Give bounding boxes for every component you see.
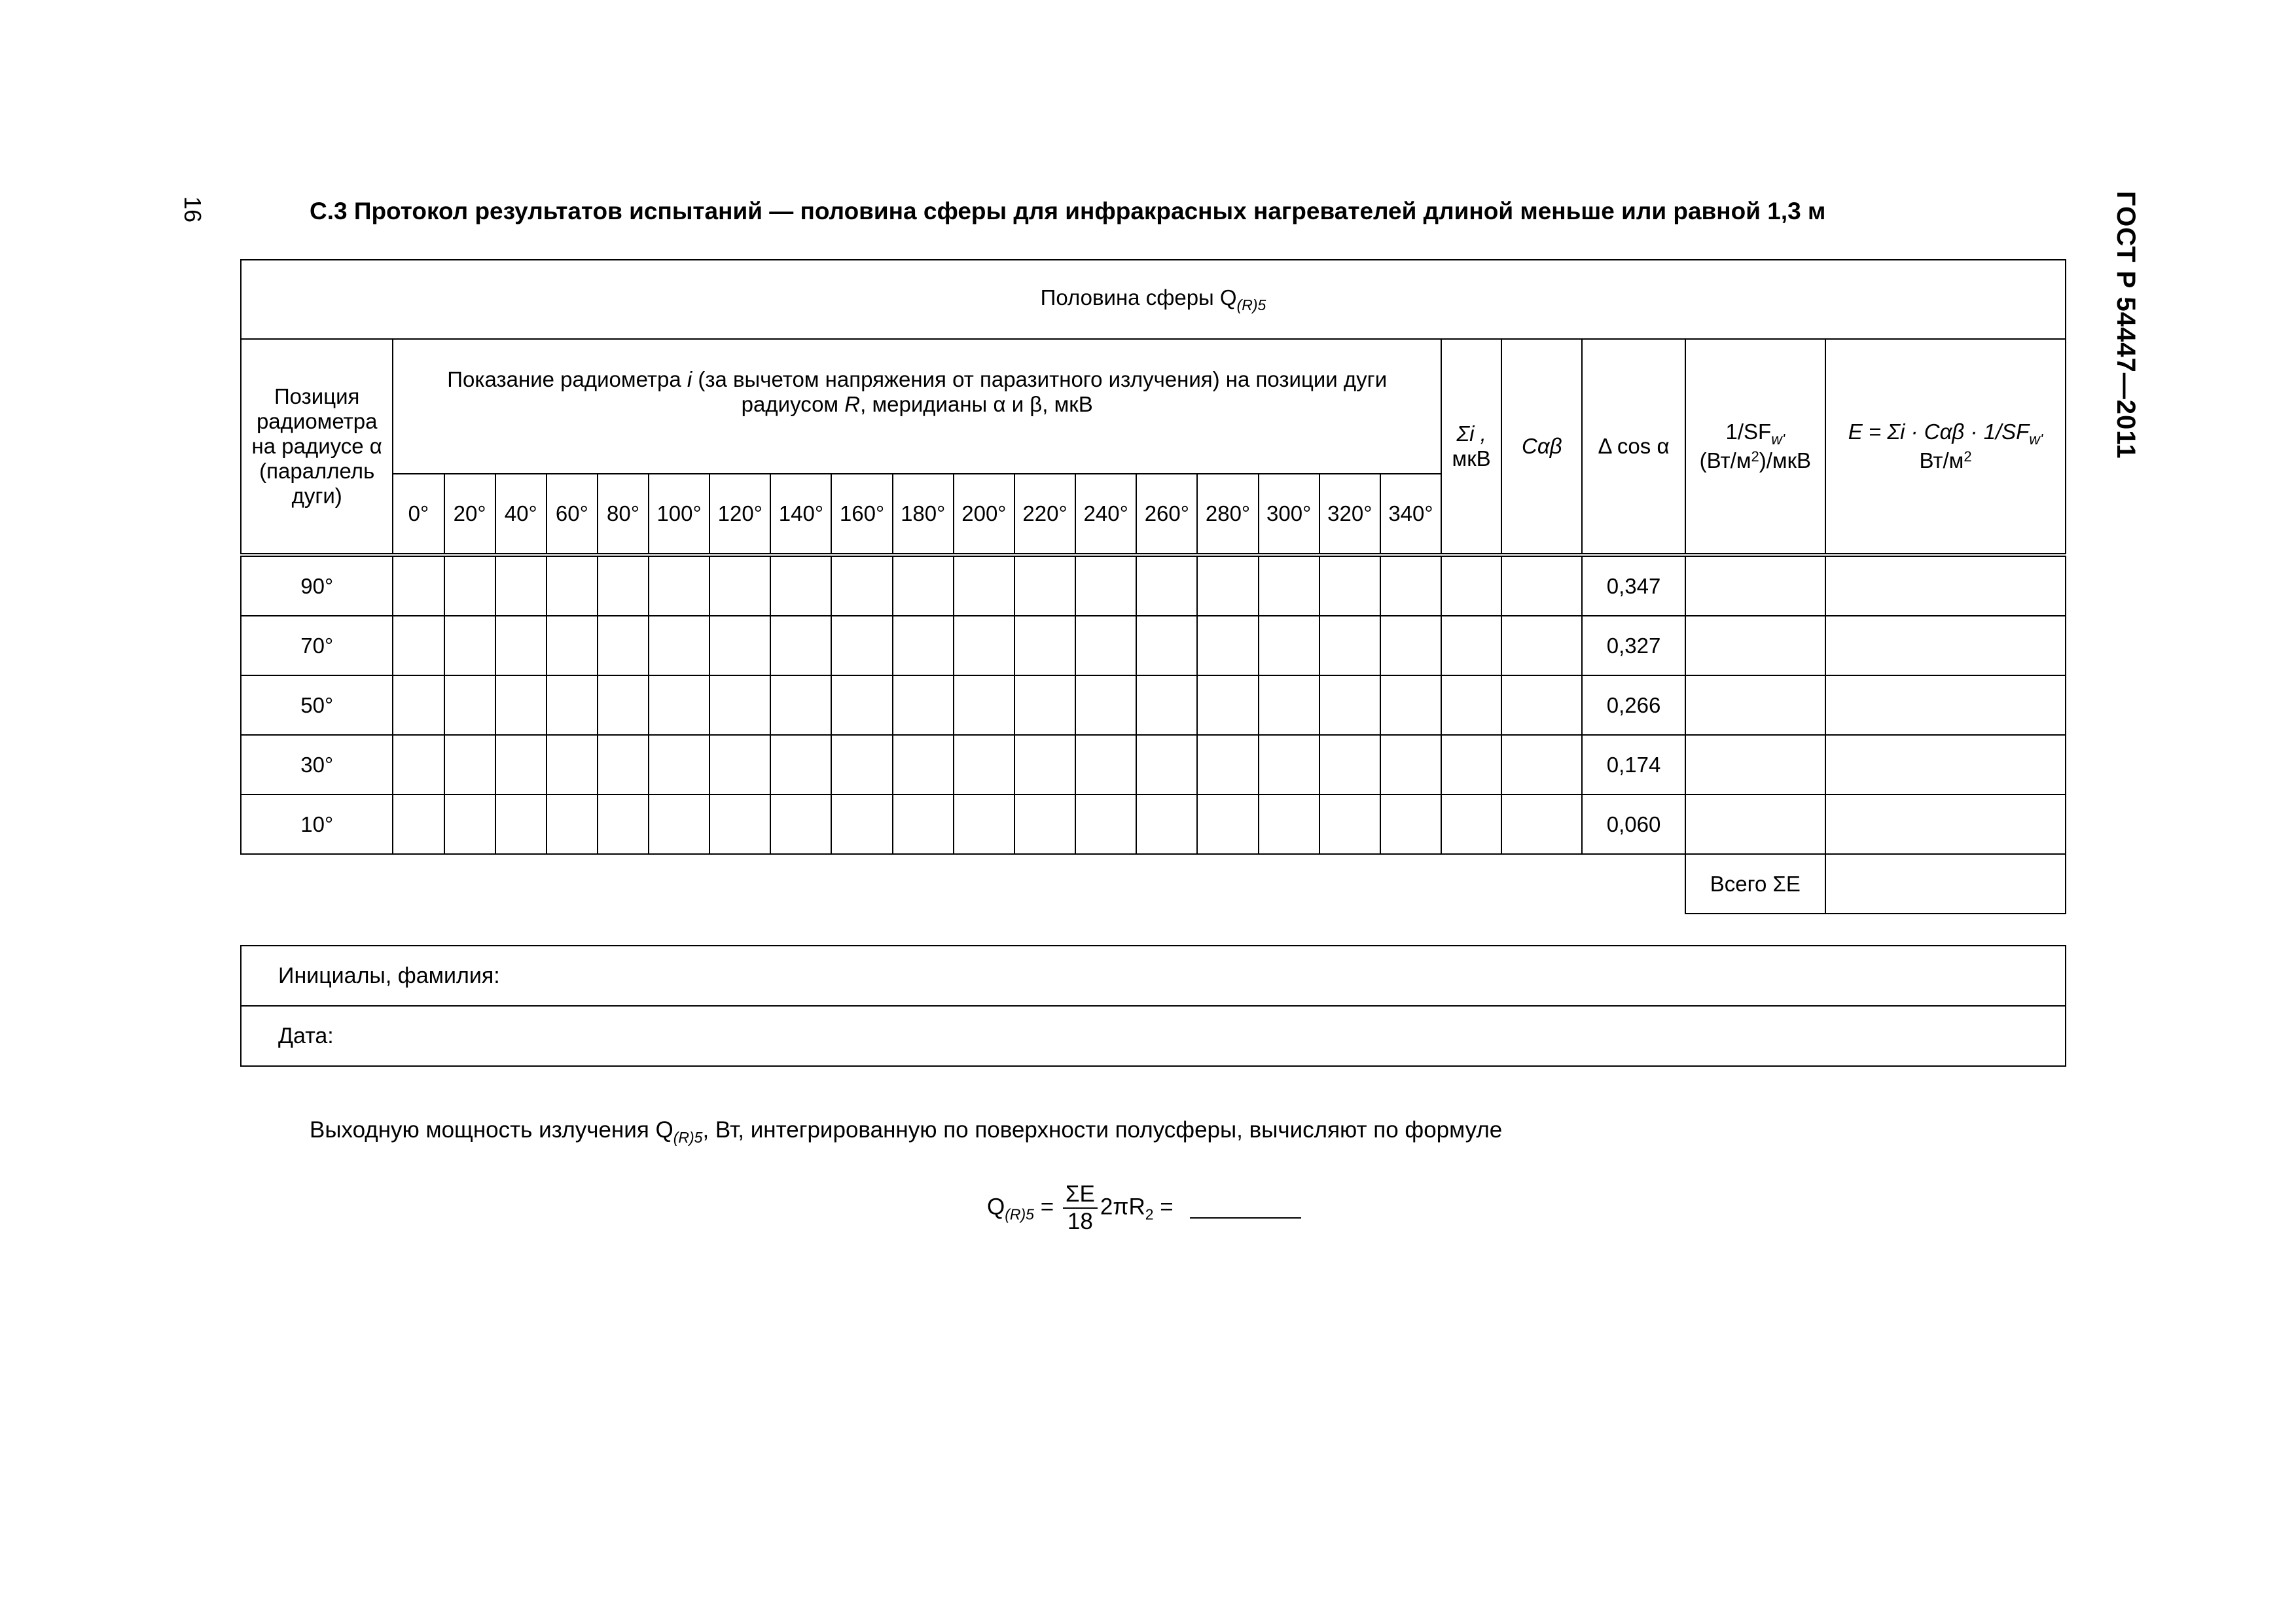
angle-header: 160° bbox=[831, 474, 892, 555]
empty-cell[interactable] bbox=[393, 675, 444, 735]
empty-cell[interactable] bbox=[893, 616, 954, 675]
empty-cell[interactable] bbox=[649, 555, 709, 616]
empty-cell[interactable] bbox=[547, 555, 598, 616]
date-field-label: Дата: bbox=[241, 1006, 2066, 1066]
empty-cell[interactable] bbox=[709, 555, 770, 616]
empty-cell[interactable] bbox=[1501, 616, 1582, 675]
empty-cell[interactable] bbox=[444, 675, 495, 735]
angle-header: 200° bbox=[954, 474, 1014, 555]
position-header: Позиция радиометра на радиусе α (параллель дуги) bbox=[241, 339, 393, 555]
empty-cell[interactable] bbox=[709, 794, 770, 854]
empty-cell[interactable] bbox=[495, 675, 547, 735]
empty-cell[interactable] bbox=[709, 675, 770, 735]
empty-cell[interactable] bbox=[598, 735, 649, 794]
section-title: С.3 Протокол результатов испытаний — половина сферы для инфракрасных нагревателей длиной меньше или равной 1,3 м bbox=[310, 198, 1826, 224]
empty-cell[interactable] bbox=[1441, 555, 1501, 616]
empty-cell[interactable] bbox=[831, 675, 892, 735]
angle-header: 100° bbox=[649, 474, 709, 555]
empty-cell[interactable] bbox=[444, 555, 495, 616]
empty-cell[interactable] bbox=[893, 735, 954, 794]
empty-cell[interactable] bbox=[770, 735, 831, 794]
empty-cell[interactable] bbox=[954, 555, 1014, 616]
empty-cell[interactable] bbox=[1380, 675, 1441, 735]
empty-cell[interactable] bbox=[1380, 555, 1441, 616]
empty-cell[interactable] bbox=[1259, 735, 1319, 794]
angle-header: 280° bbox=[1197, 474, 1258, 555]
empty-cell[interactable] bbox=[1136, 735, 1197, 794]
empty-cell[interactable] bbox=[547, 675, 598, 735]
position-cell: 90° bbox=[241, 555, 393, 616]
delta-cos-cell: 0,327 bbox=[1582, 616, 1685, 675]
empty-cell[interactable] bbox=[1197, 675, 1258, 735]
empty-cell[interactable] bbox=[1685, 794, 1825, 854]
angle-header: 300° bbox=[1259, 474, 1319, 555]
empty-cell[interactable] bbox=[444, 735, 495, 794]
empty-cell[interactable] bbox=[1685, 555, 1825, 616]
empty-cell[interactable] bbox=[1259, 675, 1319, 735]
empty-cell[interactable] bbox=[1441, 735, 1501, 794]
delta-cos-cell: 0,266 bbox=[1582, 675, 1685, 735]
empty-cell[interactable] bbox=[1259, 794, 1319, 854]
empty-cell[interactable] bbox=[1075, 675, 1136, 735]
empty-cell[interactable] bbox=[547, 735, 598, 794]
protocol-table bbox=[240, 259, 2066, 914]
signature-table bbox=[240, 945, 2066, 1067]
empty-cell[interactable] bbox=[393, 735, 444, 794]
table-row bbox=[241, 616, 2066, 675]
empty-cell[interactable] bbox=[495, 616, 547, 675]
formula-intro: Выходную мощность излучения $Q_{(R)5}$, Вт, интегрированную по поверхности полусферы, вычисляют по формуле bbox=[310, 1117, 1503, 1146]
angle-header: 340° bbox=[1380, 474, 1441, 555]
angle-header: 320° bbox=[1319, 474, 1380, 555]
empty-cell[interactable] bbox=[1014, 794, 1075, 854]
empty-cell[interactable] bbox=[547, 794, 598, 854]
position-cell: 50° bbox=[241, 675, 393, 735]
empty-cell[interactable] bbox=[954, 675, 1014, 735]
angle-header: 120° bbox=[709, 474, 770, 555]
empty-cell[interactable] bbox=[444, 794, 495, 854]
empty-cell[interactable] bbox=[709, 616, 770, 675]
empty-cell[interactable] bbox=[893, 675, 954, 735]
sum-i-header: Σi , мкВ bbox=[1441, 339, 1501, 555]
formula-fraction: $\frac{\Sigma E}{18}$ bbox=[1063, 1181, 1098, 1235]
empty-cell[interactable] bbox=[1197, 735, 1258, 794]
empty-cell[interactable] bbox=[893, 794, 954, 854]
empty-cell[interactable] bbox=[893, 555, 954, 616]
empty-cell[interactable] bbox=[1685, 735, 1825, 794]
total-value-cell bbox=[1825, 854, 2066, 914]
sf-header: $1/SF_{w'}$ $(Вт/м^2)$/мкВ bbox=[1685, 339, 1825, 555]
page-number: 16 bbox=[179, 196, 206, 223]
angle-header: 40° bbox=[495, 474, 547, 555]
empty-cell[interactable] bbox=[1501, 794, 1582, 854]
angle-header: 140° bbox=[770, 474, 831, 555]
empty-cell[interactable] bbox=[1825, 675, 2066, 735]
empty-cell[interactable] bbox=[954, 616, 1014, 675]
empty-cell[interactable] bbox=[1380, 794, 1441, 854]
empty-cell[interactable] bbox=[770, 794, 831, 854]
empty-cell[interactable] bbox=[1825, 794, 2066, 854]
empty-cell[interactable] bbox=[1441, 616, 1501, 675]
empty-cell[interactable] bbox=[1014, 675, 1075, 735]
empty-cell[interactable] bbox=[1136, 555, 1197, 616]
empty-cell[interactable] bbox=[1441, 675, 1501, 735]
empty-cell[interactable] bbox=[831, 794, 892, 854]
empty-cell[interactable] bbox=[1319, 735, 1380, 794]
empty-cell[interactable] bbox=[1136, 616, 1197, 675]
empty-cell[interactable] bbox=[1075, 616, 1136, 675]
empty-cell[interactable] bbox=[649, 735, 709, 794]
empty-cell[interactable] bbox=[831, 735, 892, 794]
angle-header: 260° bbox=[1136, 474, 1197, 555]
empty-cell[interactable] bbox=[1014, 735, 1075, 794]
empty-cell[interactable] bbox=[709, 735, 770, 794]
empty-cell[interactable] bbox=[598, 616, 649, 675]
angle-header: 0° bbox=[393, 474, 444, 555]
empty-cell[interactable] bbox=[770, 555, 831, 616]
empty-cell[interactable] bbox=[1319, 616, 1380, 675]
angle-header: 220° bbox=[1014, 474, 1075, 555]
empty-cell[interactable] bbox=[1441, 794, 1501, 854]
empty-cell[interactable] bbox=[393, 555, 444, 616]
empty-cell[interactable] bbox=[1136, 675, 1197, 735]
table-row bbox=[241, 735, 2066, 794]
empty-cell[interactable] bbox=[1685, 616, 1825, 675]
empty-cell[interactable] bbox=[1501, 675, 1582, 735]
empty-cell[interactable] bbox=[444, 616, 495, 675]
empty-cell[interactable] bbox=[1380, 735, 1441, 794]
empty-cell[interactable] bbox=[393, 794, 444, 854]
document-code: ГОСТ Р 54447—2011 bbox=[2111, 191, 2140, 459]
empty-cell[interactable] bbox=[770, 675, 831, 735]
empty-cell[interactable] bbox=[649, 616, 709, 675]
empty-cell[interactable] bbox=[649, 675, 709, 735]
empty-cell[interactable] bbox=[1014, 616, 1075, 675]
empty-cell[interactable] bbox=[954, 735, 1014, 794]
half-sphere-header: Половина сферы $Q_{(R)5}$ bbox=[241, 260, 2066, 339]
empty-cell[interactable] bbox=[1197, 616, 1258, 675]
position-cell: 10° bbox=[241, 794, 393, 854]
delta-cos-cell: 0,174 bbox=[1582, 735, 1685, 794]
empty-cell[interactable] bbox=[1136, 794, 1197, 854]
empty-cell[interactable] bbox=[1380, 616, 1441, 675]
empty-cell[interactable] bbox=[495, 555, 547, 616]
angle-header: 20° bbox=[444, 474, 495, 555]
empty-cell[interactable] bbox=[1197, 555, 1258, 616]
empty-cell[interactable] bbox=[1075, 735, 1136, 794]
formula-result-blank[interactable] bbox=[1190, 1198, 1301, 1219]
empty-cell[interactable] bbox=[1259, 555, 1319, 616]
position-cell: 70° bbox=[241, 616, 393, 675]
reading-header: Показание радиометра i (за вычетом напряжения от паразитного излучения) на позиции дуги радиусом R, меридианы α и β, мкВ bbox=[393, 339, 1441, 474]
empty-cell[interactable] bbox=[1014, 555, 1075, 616]
empty-cell[interactable] bbox=[1075, 555, 1136, 616]
empty-cell[interactable] bbox=[547, 616, 598, 675]
table-row bbox=[241, 794, 2066, 854]
empty-cell[interactable] bbox=[954, 794, 1014, 854]
empty-cell[interactable] bbox=[770, 616, 831, 675]
empty-cell[interactable] bbox=[831, 616, 892, 675]
empty-cell[interactable] bbox=[1319, 675, 1380, 735]
delta-cos-header: Δ cos α bbox=[1582, 339, 1685, 555]
empty-cell[interactable] bbox=[649, 794, 709, 854]
empty-cell[interactable] bbox=[1075, 794, 1136, 854]
empty-cell[interactable] bbox=[1825, 555, 2066, 616]
total-spacer bbox=[241, 854, 1685, 914]
empty-cell[interactable] bbox=[1319, 555, 1380, 616]
empty-cell[interactable] bbox=[1259, 616, 1319, 675]
table-row bbox=[241, 555, 2066, 616]
total-label: Всего ΣE bbox=[1685, 854, 1825, 914]
e-header: $E = \Sigma i \cdot C\alpha\beta \cdot 1/SF_{w'}$ $Вт/м^2$ bbox=[1825, 339, 2066, 555]
angle-header: 180° bbox=[893, 474, 954, 555]
formula: $Q_{(R)5}$ = $\frac{\Sigma E}{18}$ $2\pi R_2$ = bbox=[987, 1181, 1301, 1247]
name-field-label: Инициалы, фамилия: bbox=[241, 946, 2066, 1006]
empty-cell[interactable] bbox=[1319, 794, 1380, 854]
empty-cell[interactable] bbox=[1825, 616, 2066, 675]
c-alpha-beta-header: Cαβ bbox=[1501, 339, 1582, 555]
empty-cell[interactable] bbox=[495, 794, 547, 854]
angle-header: 240° bbox=[1075, 474, 1136, 555]
angle-header: 60° bbox=[547, 474, 598, 555]
delta-cos-cell: 0,347 bbox=[1582, 555, 1685, 616]
empty-cell[interactable] bbox=[598, 675, 649, 735]
empty-cell[interactable] bbox=[1685, 675, 1825, 735]
empty-cell[interactable] bbox=[1501, 555, 1582, 616]
empty-cell[interactable] bbox=[393, 616, 444, 675]
empty-cell[interactable] bbox=[1197, 794, 1258, 854]
empty-cell[interactable] bbox=[831, 555, 892, 616]
delta-cos-cell: 0,060 bbox=[1582, 794, 1685, 854]
empty-cell[interactable] bbox=[1825, 735, 2066, 794]
angle-header: 80° bbox=[598, 474, 649, 555]
table-row bbox=[241, 675, 2066, 735]
empty-cell[interactable] bbox=[1501, 735, 1582, 794]
empty-cell[interactable] bbox=[598, 555, 649, 616]
empty-cell[interactable] bbox=[495, 735, 547, 794]
empty-cell[interactable] bbox=[598, 794, 649, 854]
position-cell: 30° bbox=[241, 735, 393, 794]
